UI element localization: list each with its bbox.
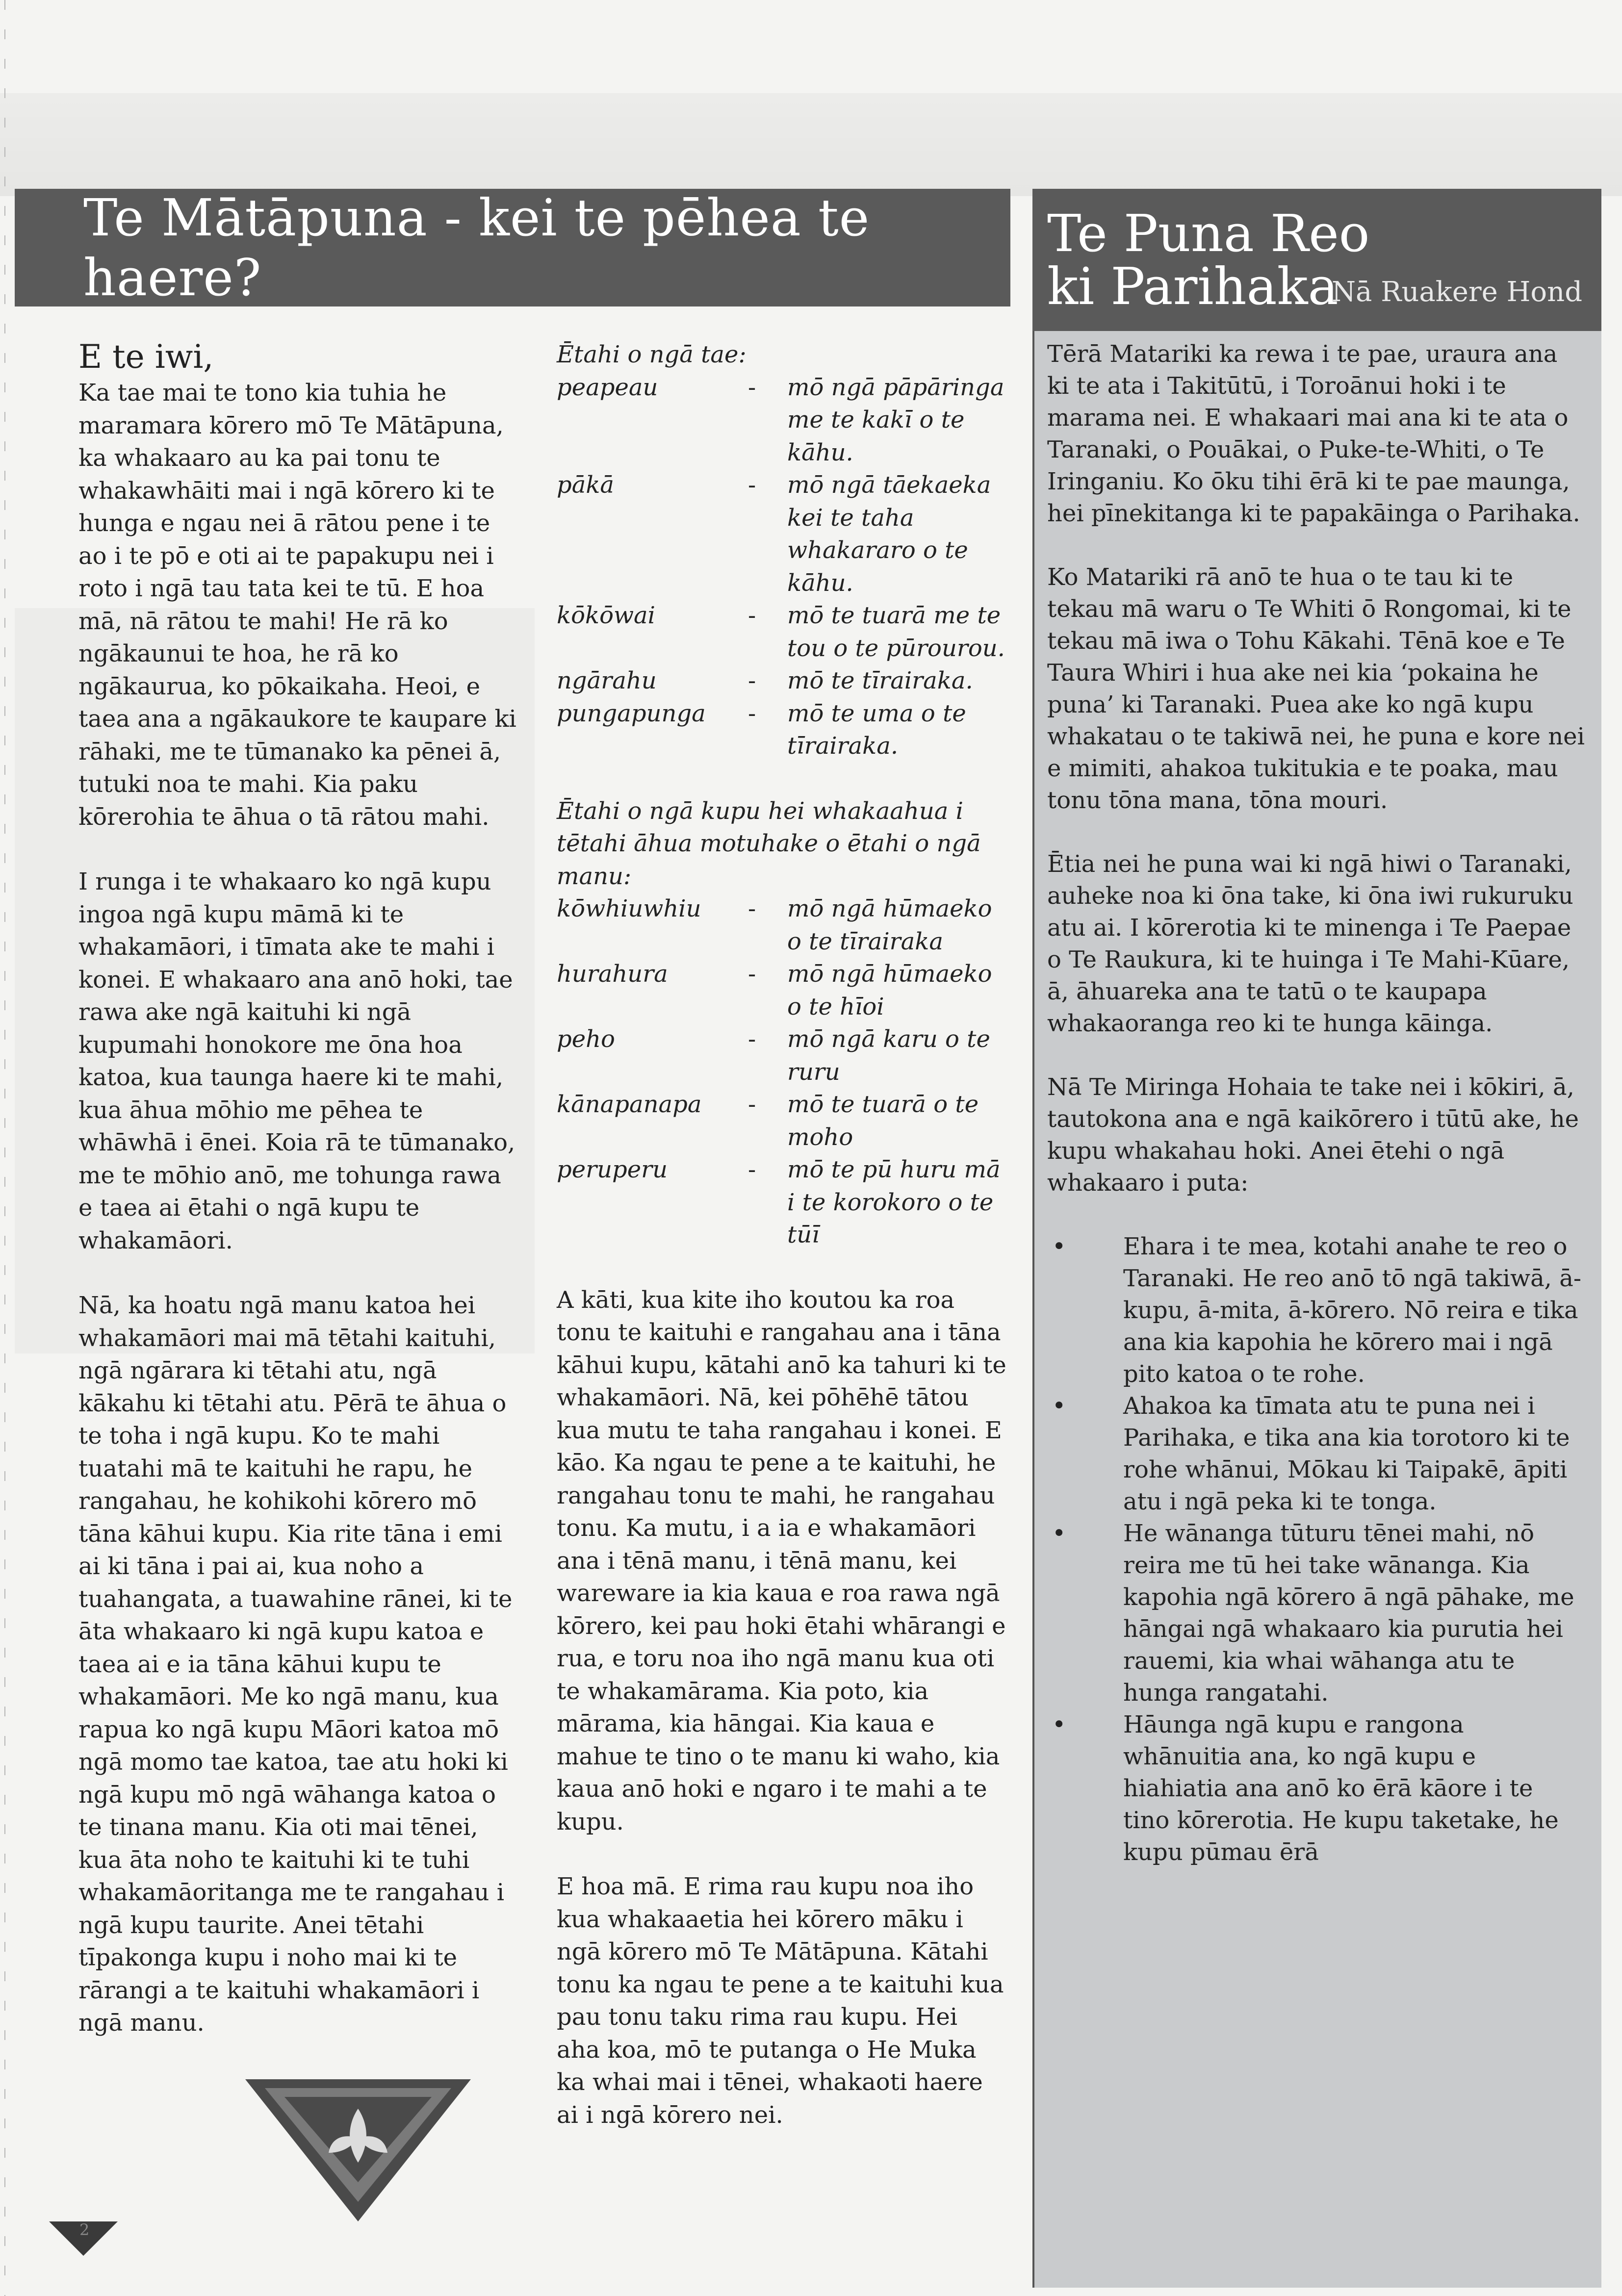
glossary-meaning: mō ngā tāekaeka kei te taha whakararo o te kāhu. bbox=[787, 471, 991, 597]
bullet-text: Hāunga ngā kupu e rangona whānuitia ana, ko ngā kupu e hiahiatia ana anō ko ērā kāore i te tino kōrerotia. He kupu taketake, he kupu pūmau ērā bbox=[1123, 1711, 1559, 1866]
glossary-dash: - bbox=[748, 1156, 756, 1183]
glossary-row bbox=[557, 893, 1008, 958]
colour-list-heading: Ētahi o ngā tae: bbox=[557, 341, 747, 368]
glossary-word: peapeau bbox=[557, 373, 658, 401]
glossary-dash: - bbox=[748, 1091, 756, 1118]
colour-glossary bbox=[557, 371, 1008, 763]
sidebar-author: Nā Ruakere Hond bbox=[1332, 276, 1583, 308]
sidebar-title-line1: Te Puna Reo bbox=[1047, 204, 1370, 263]
glossary-meaning: mō ngā pāpāringa me te kakī o te kāhu. bbox=[787, 373, 1004, 466]
glossary-dash: - bbox=[748, 1025, 756, 1053]
glossary-dash: - bbox=[748, 602, 756, 629]
glossary-dash: - bbox=[748, 667, 756, 694]
glossary-word: hurahura bbox=[557, 960, 668, 988]
glossary-meaning: mō ngā hūmaeko o te hīoi bbox=[787, 960, 992, 1020]
bullet-text: Ehara i te mea, kotahi anahe te reo o Taranaki. He reo anō tō ngā takiwā, ā-kupu, ā-mita, ā-kōrero. Nō reira e tika ana kia kapohia he kōrero mai i ngā pito katoa o te rohe. bbox=[1123, 1233, 1582, 1388]
glossary-word: pungapunga bbox=[557, 699, 706, 727]
glossary-row bbox=[557, 697, 1008, 763]
article-paragraph: Ka tae mai te tono kia tuhia he maramara kōrero mō Te Mātāpuna, ka whakaaro au ka pai tonu te whakawhāiti mai i ngā kōrero ki te hunga e ngau nei ā rātou pene i te ao i te pō e oti ai te papakupu nei i roto i ngā tau tata kei te tū. E hoa mā, nā rātou te mahi! He rā ko ngākaunui te hoa, he rā ko ngākaurua, ko pōkaikaha. Heoi, e taea ana a ngākaukore te kaupare ki rāhaki, me te tūmanako ka pēnei ā, tutuki noa te mahi. Kia paku kōrerohia te āhua o tā rātou mahi. bbox=[78, 379, 516, 831]
glossary-meaning: mō te uma o te tīrairaka. bbox=[787, 699, 966, 760]
glossary-row bbox=[557, 1088, 1008, 1153]
glossary-word: pākā bbox=[557, 471, 615, 499]
glossary-dash: - bbox=[748, 699, 756, 727]
sidebar-header bbox=[1032, 189, 1601, 331]
article-paragraph: I runga i te whakaaro ko ngā kupu ingoa ngā kupu māmā ki te whakamāori, i tīmata ake te mahi i konei. E whakaaro ana anō hoki, tae rawa ake ngā kaituhi ki ngā kupumahi honokore me ōna hoa katoa, kua taunga haere ki te mahi, kua āhua mōhio me pēhea te whāwhā i ēnei. Koia rā te tūmanako, me te mōhio anō, me tohunga rawa e taea ai ētahi o ngā kupu te whakamāori. bbox=[78, 868, 515, 1254]
descriptor-glossary bbox=[557, 893, 1008, 1251]
glossary-meaning: mō te tuarā me te tou o te pūrourou. bbox=[787, 602, 1005, 662]
bullet-icon: • bbox=[1052, 1520, 1066, 1547]
article-column-left bbox=[78, 338, 520, 2072]
glossary-row bbox=[557, 664, 1008, 697]
glossary-dash: - bbox=[748, 895, 756, 922]
glossary-word: peruperu bbox=[557, 1156, 668, 1183]
sidebar-paragraph: Ētia nei he puna wai ki ngā hiwi o Taranaki, auheke noa ki ōna take, ki ōna iwi rukuruku atu ai. I kōrerotia ki te minenga i Te Paepae o Te Raukura, ki te huinga i Te Mahi-Kūare, ā, āhuareka ana te tatū o te kaupapa whakaoranga reo ki te hunga kāinga. bbox=[1047, 850, 1573, 1037]
glossary-word: ngārahu bbox=[557, 667, 657, 694]
bullet-text: Ahakoa ka tīmata atu te puna nei i Parihaka, e tika ana kia torotoro ki te rohe whānui, Mōkau ki Taipakē, āpiti atu i ngā peka ki te tonga. bbox=[1123, 1392, 1570, 1515]
article-paragraph: E hoa mā. E rima rau kupu noa iho kua whakaaetia hei kōrero māku i ngā kōrero mō Te Mātāpuna. Kātahi tonu ka ngau te pene a te kaituhi kua pau tonu taku rima rau kupu. Hei aha koa, mō te putanga o He Muka ka whai mai i tēnei, whakaoti haere ai i ngā kōrero nei. bbox=[557, 1873, 1004, 2129]
binding-edge bbox=[4, 0, 6, 2296]
bullet-icon: • bbox=[1052, 1233, 1066, 1260]
glossary-row bbox=[557, 1153, 1008, 1251]
glossary-word: kānapanapa bbox=[557, 1091, 702, 1118]
sidebar-bullet-list bbox=[1047, 1231, 1587, 1868]
glossary-meaning: mō ngā karu o te ruru bbox=[787, 1025, 990, 1086]
glossary-row bbox=[557, 958, 1008, 1023]
glossary-row bbox=[557, 469, 1008, 599]
bullet-item bbox=[1047, 1390, 1587, 1518]
sidebar-paragraph: Nā Te Miringa Hohaia te take nei i kōkiri, ā, tautokona ana e ngā kaikōrero i tūtū ake, he kupu whakahau hoki. Anei ētehi o ngā whakaaro i puta: bbox=[1047, 1073, 1579, 1197]
main-title: Te Mātāpuna - kei te pēhea te haere? bbox=[83, 188, 870, 307]
glossary-meaning: mō te tuarā o te moho bbox=[787, 1091, 979, 1151]
article-column-middle bbox=[557, 338, 1008, 2164]
glossary-row bbox=[557, 599, 1008, 664]
descriptor-list-heading: Ētahi o ngā kupu hei whakaahua i tētahi āhua motuhake o ētahi o ngā manu: bbox=[557, 797, 981, 890]
glossary-dash: - bbox=[748, 373, 756, 401]
glossary-row bbox=[557, 1023, 1008, 1088]
glossary-word: kōwhiuwhiu bbox=[557, 895, 701, 922]
bullet-text: He wānanga tūturu tēnei mahi, nō reira me tū hei take wānanga. Kia kapohia ngā kōrero ā ngā pāhake, me hāngai ngā whakaaro kia purutia hei rauemi, kia whai wāhanga atu te hunga rangatahi. bbox=[1123, 1520, 1574, 1707]
glossary-dash: - bbox=[748, 471, 756, 499]
sidebar-article bbox=[1047, 338, 1587, 1868]
page-number: 2 bbox=[79, 2221, 90, 2239]
greeting: E te iwi, bbox=[78, 338, 214, 376]
article-paragraph: Nā, ka hoatu ngā manu katoa hei whakamāori mai mā tētahi kaituhi, ngā ngārara ki tētahi atu, ngā kākahu ki tētahi atu. Pērā te āhua o te toha i ngā kupu. Ko te mahi tuatahi mā te kaituhi he rapu, he rangahau, he kohikohi kōrero mō tāna kāhui kupu. Kia rite tāna i emi ai ki tāna i pai ai, kua noho a tuahangata, a tuawahine rānei, ki te āta whakaaro ki ngā kupu katoa e taea ai e ia tāna kāhui kupu te whakamāori. Me ko ngā manu, kua rapua ko ngā kupu Māori katoa mō ngā momo tae katoa, tae atu hoki ki ngā kupu mō ngā wāhanga katoa o te tinana manu. Kia oti mai tēnei, kua āta noho te kaituhi ki te tuhi whakamāoritanga me te rangahau i ngā kupu taurite. Anei tētahi tīpakonga kupu i noho mai ki te rārangi a te kaituhi whakamāori i ngā manu. bbox=[78, 1292, 513, 2037]
glossary-row bbox=[557, 371, 1008, 469]
bullet-icon: • bbox=[1052, 1392, 1066, 1420]
sidebar-title-line2: ki Parihaka bbox=[1047, 256, 1339, 316]
background-band bbox=[0, 93, 1622, 196]
bullet-item bbox=[1047, 1231, 1587, 1390]
glossary-meaning: mō ngā hūmaeko o te tīrairaka bbox=[787, 895, 992, 955]
glossary-meaning: mō te tīrairaka. bbox=[787, 667, 973, 694]
bullet-icon: • bbox=[1052, 1711, 1066, 1738]
sidebar-paragraph: Tērā Matariki ka rewa i te pae, uraura ana ki te ata i Takitūtū, i Toroānui hoki i te marama nei. E whakaari mai ana ki te ata o Taranaki, o Pouākai, o Puke-te-Whiti, o Te Iringaniu. Ko ōku tihi ērā ki te pae maunga, hei pīnekitanga ki te papakāinga o Parihaka. bbox=[1047, 340, 1580, 527]
sidebar-paragraph: Ko Matariki rā anō te hua o te tau ki te tekau mā waru o Te Whiti ō Rongomai, ki te tekau mā iwa o Tohu Kākahi. Tēnā koe e Te Taura Whiri i hua ake nei kia ‘pokaina he puna’ ki Taranaki. Puea ake ko ngā kupu whakatau o te takiwā nei, he puna e kore nei e mimiti, ahakoa tukitukia e te poaka, mau tonu tōna mana, tōna mouri. bbox=[1047, 563, 1585, 814]
koru-triangle-icon bbox=[245, 2079, 471, 2226]
main-header-bar bbox=[15, 189, 1010, 306]
article-paragraph: A kāti, kua kite iho koutou ka roa tonu te kaituhi e rangahau ana i tāna kāhui kupu, kātahi anō ka tahuri ki te whakamāori. Nā, kei pōhēhē tātou kua mutu te taha rangahau i konei. E kāo. Ka ngau te pene a te kaituhi, he rangahau tonu te mahi, he rangahau tonu. Ka mutu, i a ia e whakamāori ana i tēnā manu, i tēnā manu, kei wareware ia kia kaua e roa rawa ngā kōrero, kei pau hoki ētahi whārangi e rua, e toru noa iho ngā manu kua oti te whakamārama. Kia poto, kia mārama, kia hāngai. Kia kaua e mahue te tino o te manu ki waho, kia kaua anō hoki e ngaro i te mahi a te kupu. bbox=[557, 1286, 1006, 1836]
bullet-item bbox=[1047, 1709, 1587, 1868]
page-number-marker bbox=[49, 2221, 118, 2256]
glossary-meaning: mō te pū huru mā i te korokoro o te tūī bbox=[787, 1156, 1001, 1249]
glossary-dash: - bbox=[748, 960, 756, 988]
bullet-item bbox=[1047, 1518, 1587, 1709]
glossary-word: kōkōwai bbox=[557, 602, 656, 629]
glossary-word: peho bbox=[557, 1025, 615, 1053]
